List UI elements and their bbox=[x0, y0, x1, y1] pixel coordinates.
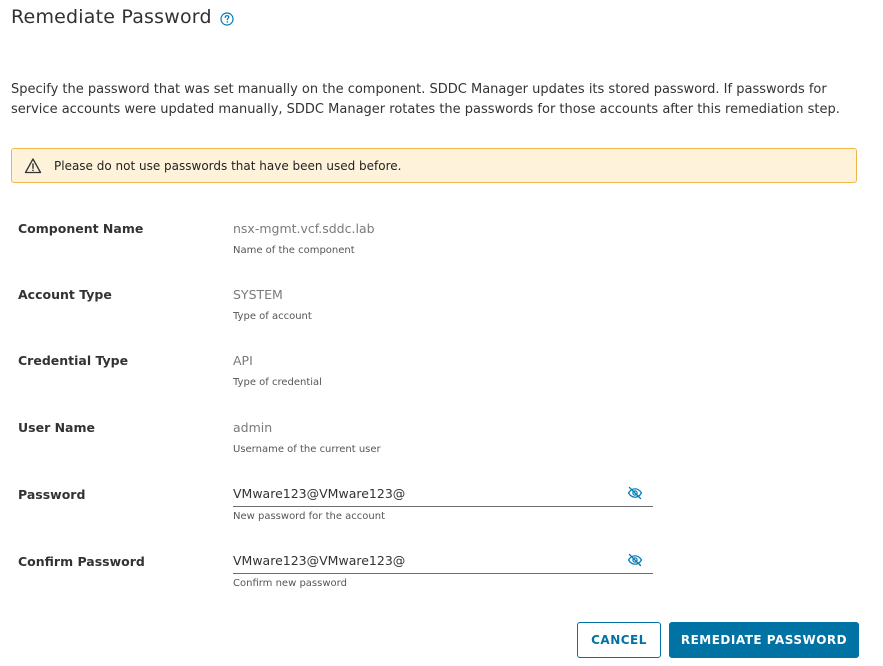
dialog-title: Remediate Password bbox=[11, 6, 212, 28]
password-input[interactable] bbox=[233, 481, 613, 505]
confirm-password-label: Confirm Password bbox=[18, 554, 145, 569]
eye-slash-icon[interactable] bbox=[627, 485, 643, 501]
user-name-value: admin bbox=[233, 420, 273, 435]
warning-triangle-icon bbox=[24, 157, 42, 175]
credential-type-helper: Type of credential bbox=[233, 377, 322, 388]
confirm-password-helper: Confirm new password bbox=[233, 578, 347, 589]
remediate-password-button[interactable]: REMEDIATE PASSWORD bbox=[669, 622, 859, 658]
credential-type-value: API bbox=[233, 353, 253, 368]
dialog-description: Specify the password that was set manually on the component. SDDC Manager updates its stored password. If passwords for service accounts were updated manually, SDDC Manager rotates the passwords for those accounts after this remediation step. bbox=[11, 82, 840, 117]
credential-type-label: Credential Type bbox=[18, 353, 129, 368]
confirm-password-input-wrapper bbox=[233, 548, 653, 574]
confirm-password-input[interactable] bbox=[233, 548, 613, 572]
password-input-wrapper bbox=[233, 481, 653, 507]
eye-slash-icon[interactable] bbox=[627, 552, 643, 568]
cancel-button[interactable]: CANCEL bbox=[577, 622, 661, 658]
password-label: Password bbox=[18, 487, 86, 502]
help-icon[interactable] bbox=[220, 12, 234, 26]
user-name-helper: Username of the current user bbox=[233, 444, 381, 455]
warning-alert bbox=[11, 148, 857, 183]
account-type-label: Account Type bbox=[18, 287, 112, 302]
user-name-label: User Name bbox=[18, 420, 95, 435]
title-row bbox=[11, 6, 234, 28]
component-name-value: nsx-mgmt.vcf.sddc.lab bbox=[233, 221, 375, 236]
component-name-label: Component Name bbox=[18, 221, 144, 236]
account-type-helper: Type of account bbox=[233, 311, 312, 322]
warning-alert-text: Please do not use passwords that have been used before. bbox=[54, 158, 402, 173]
component-name-helper: Name of the component bbox=[233, 245, 355, 256]
password-helper: New password for the account bbox=[233, 511, 386, 522]
account-type-value: SYSTEM bbox=[233, 287, 283, 302]
